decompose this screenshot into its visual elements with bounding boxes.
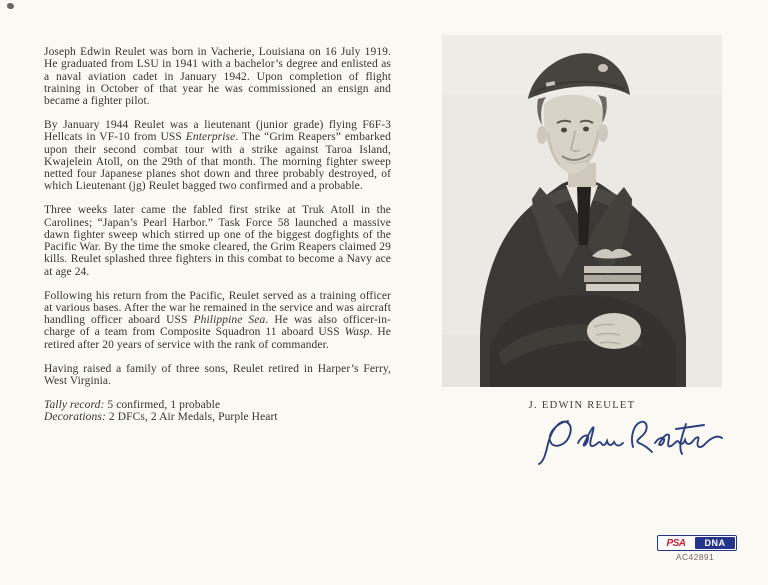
bio-paragraph [44,119,391,193]
bio-run: Three weeks later came the fabled first strike at Truk Atoll in the Carolines; “Japan’s Pearl Harbor.” Task Force 58 launched a massive dawn fighter sweep which stirred up one of the biggest dogfights of the Pacific War. By the time the smoke cleared, the Grim Reapers claimed 29 kills. Reulet splashed three fighters in this combat to become a Navy ace at age 24. [44,204,391,278]
ship-name-philippine-sea: Philippine Sea [193,314,266,327]
bio-run: . He was also officer-in-charge of a team from Composite Squadron 11 aboard USS [44,314,391,339]
tally-record-value: 5 confirmed, 1 probable [104,398,221,411]
certification-serial-number: AC42891 [675,552,715,562]
photo-caption: J. EDWIN REULET [528,400,636,411]
biography-text [44,46,391,435]
decorations-value: 2 DFCs, 2 Air Medals, Purple Heart [105,410,278,423]
psa-logo: PSA [666,537,686,549]
bio-paragraph [44,363,391,388]
bio-run: Having raised a family of three sons, Reulet retired in Harper’s Ferry, West Virginia. [44,362,391,387]
tally-record-line [44,399,278,423]
ship-name-wasp: Wasp [344,326,370,339]
bio-paragraph [44,290,391,351]
bio-run: . He retired after 20 years of service with the rank of commander. [44,326,391,351]
decorations-label: Decorations: [44,410,106,423]
bio-run: Following his return from the Pacific, Reulet served as a training officer at various bases. After the war he remained in the service and was aircraft handling officer aboard USS [44,289,391,327]
bio-paragraph [44,204,391,278]
tally-record-label: Tally record: [44,398,105,411]
ship-name-enterprise: Enterprise [185,131,236,144]
bio-run: . The “Grim Reapers” embarked upon their second combat tour with a strike against Taroa Island, Kwajelein Atoll, on the 29th of that month. The morning fighter sweep netted four Japanese planes shot down and three probably destroyed, of which Lieutenant (jg) Reulet bagged two confirmed and a probable. [44,131,391,193]
bio-run: By January 1944 Reulet was a lieutenant (junior grade) flying F6F-3 Hellcats in VF-10 from USS [44,118,391,144]
dna-logo: DNA [695,537,735,549]
portrait-illustration [442,35,722,387]
signature [534,412,726,470]
scan-artifact-speck [7,3,14,9]
psa-dna-authentication-sticker [657,535,737,551]
portrait-photo [442,35,722,387]
bio-paragraph [44,46,391,107]
tally-record-block [44,399,391,424]
bio-run: Joseph Edwin Reulet was born in Vacherie, Louisiana on 16 July 1919. He graduated from LSU in 1941 with a bachelor’s degree and enlisted as a naval aviation cadet in January 1942. Upon completion of flight training in October of that year he was commissioned an ensign and became a fighter pilot. [44,46,391,108]
signature-ink [534,412,726,470]
